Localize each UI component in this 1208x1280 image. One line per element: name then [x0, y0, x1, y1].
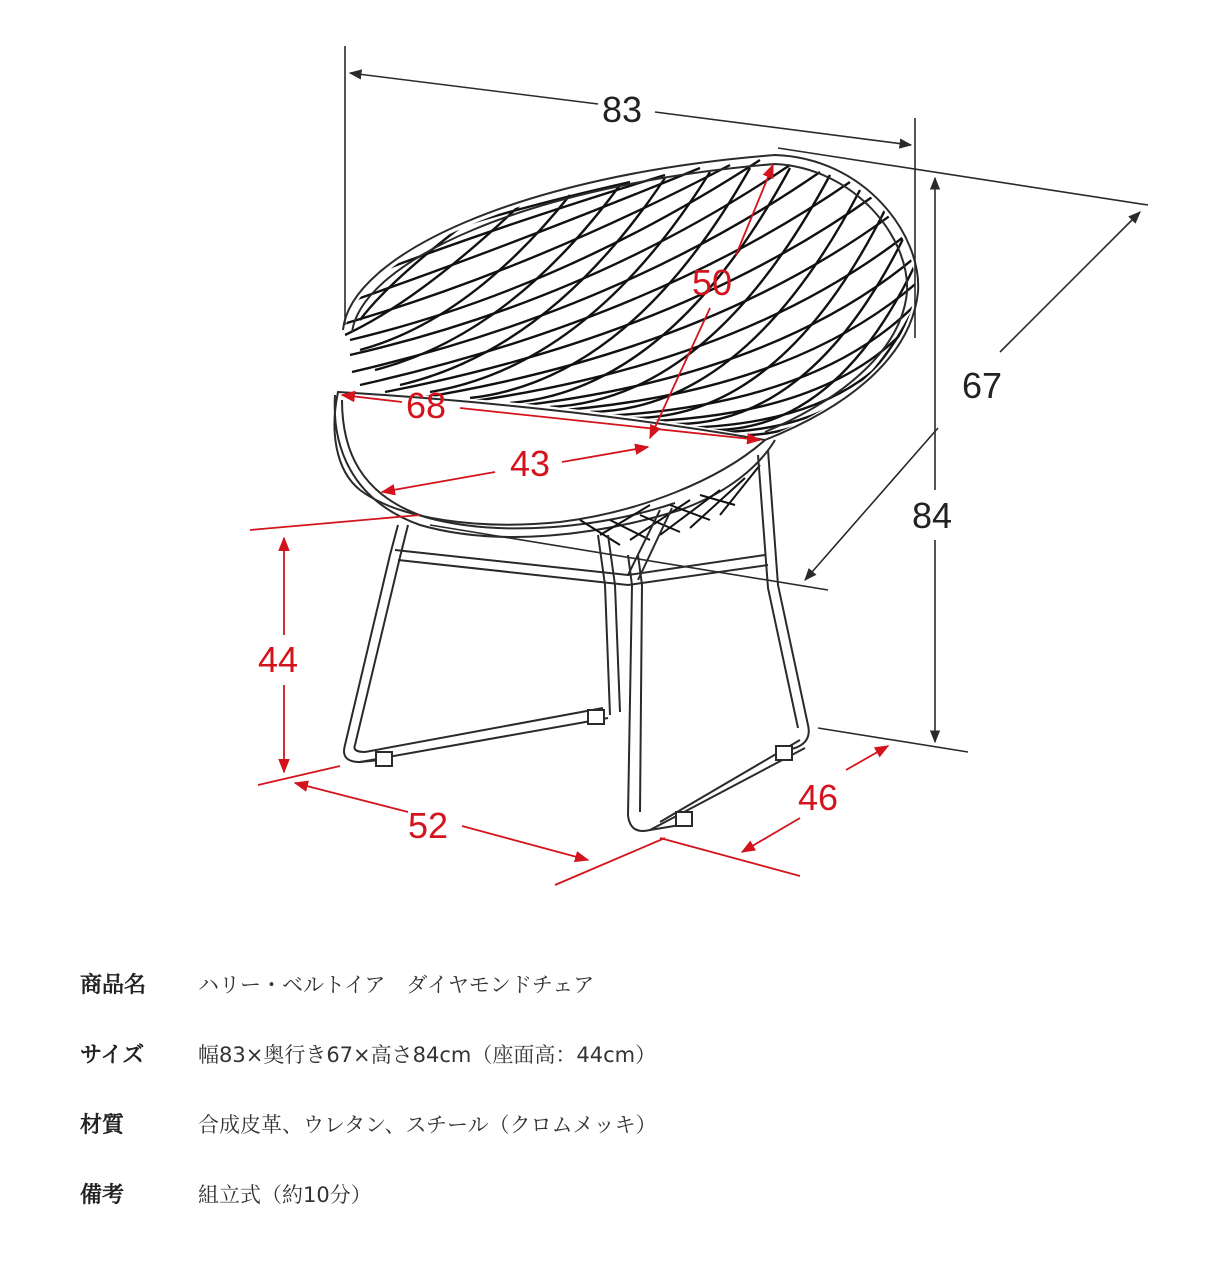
spec-value: 組立式（約10分）: [198, 1183, 372, 1207]
spec-value: 合成皮革、ウレタン、スチール（クロムメッキ）: [198, 1113, 657, 1137]
base-depth-label: 46: [798, 777, 839, 818]
seat-front-label: 43: [510, 443, 551, 484]
chair-shell: [334, 155, 920, 545]
height-label: 84: [912, 495, 953, 536]
spec-value: ハリー・ベルトイア ダイヤモンドチェア: [198, 973, 595, 997]
black-dimension-lines: [345, 46, 1148, 752]
width-label: 83: [602, 89, 643, 130]
seat-height-label: 44: [258, 639, 299, 680]
spec-table: [80, 968, 1080, 1248]
seat-width-label: 68: [406, 385, 447, 426]
spec-label: 材質: [80, 1113, 125, 1138]
seat-depth-label: 50: [692, 262, 733, 303]
spec-label: 商品名: [80, 973, 147, 998]
spec-row-material: [80, 1108, 1080, 1178]
spec-label: 備考: [80, 1183, 125, 1208]
spec-label: サイズ: [80, 1043, 145, 1068]
spec-row-product-name: [80, 968, 1080, 1038]
depth-label: 67: [962, 365, 1003, 406]
base-width-label: 52: [408, 805, 449, 846]
spec-row-size: [80, 1038, 1080, 1108]
spec-value: 幅83×奥行き67×高さ84cm（座面高：44cm）: [198, 1043, 657, 1067]
spec-row-notes: [80, 1178, 1080, 1248]
